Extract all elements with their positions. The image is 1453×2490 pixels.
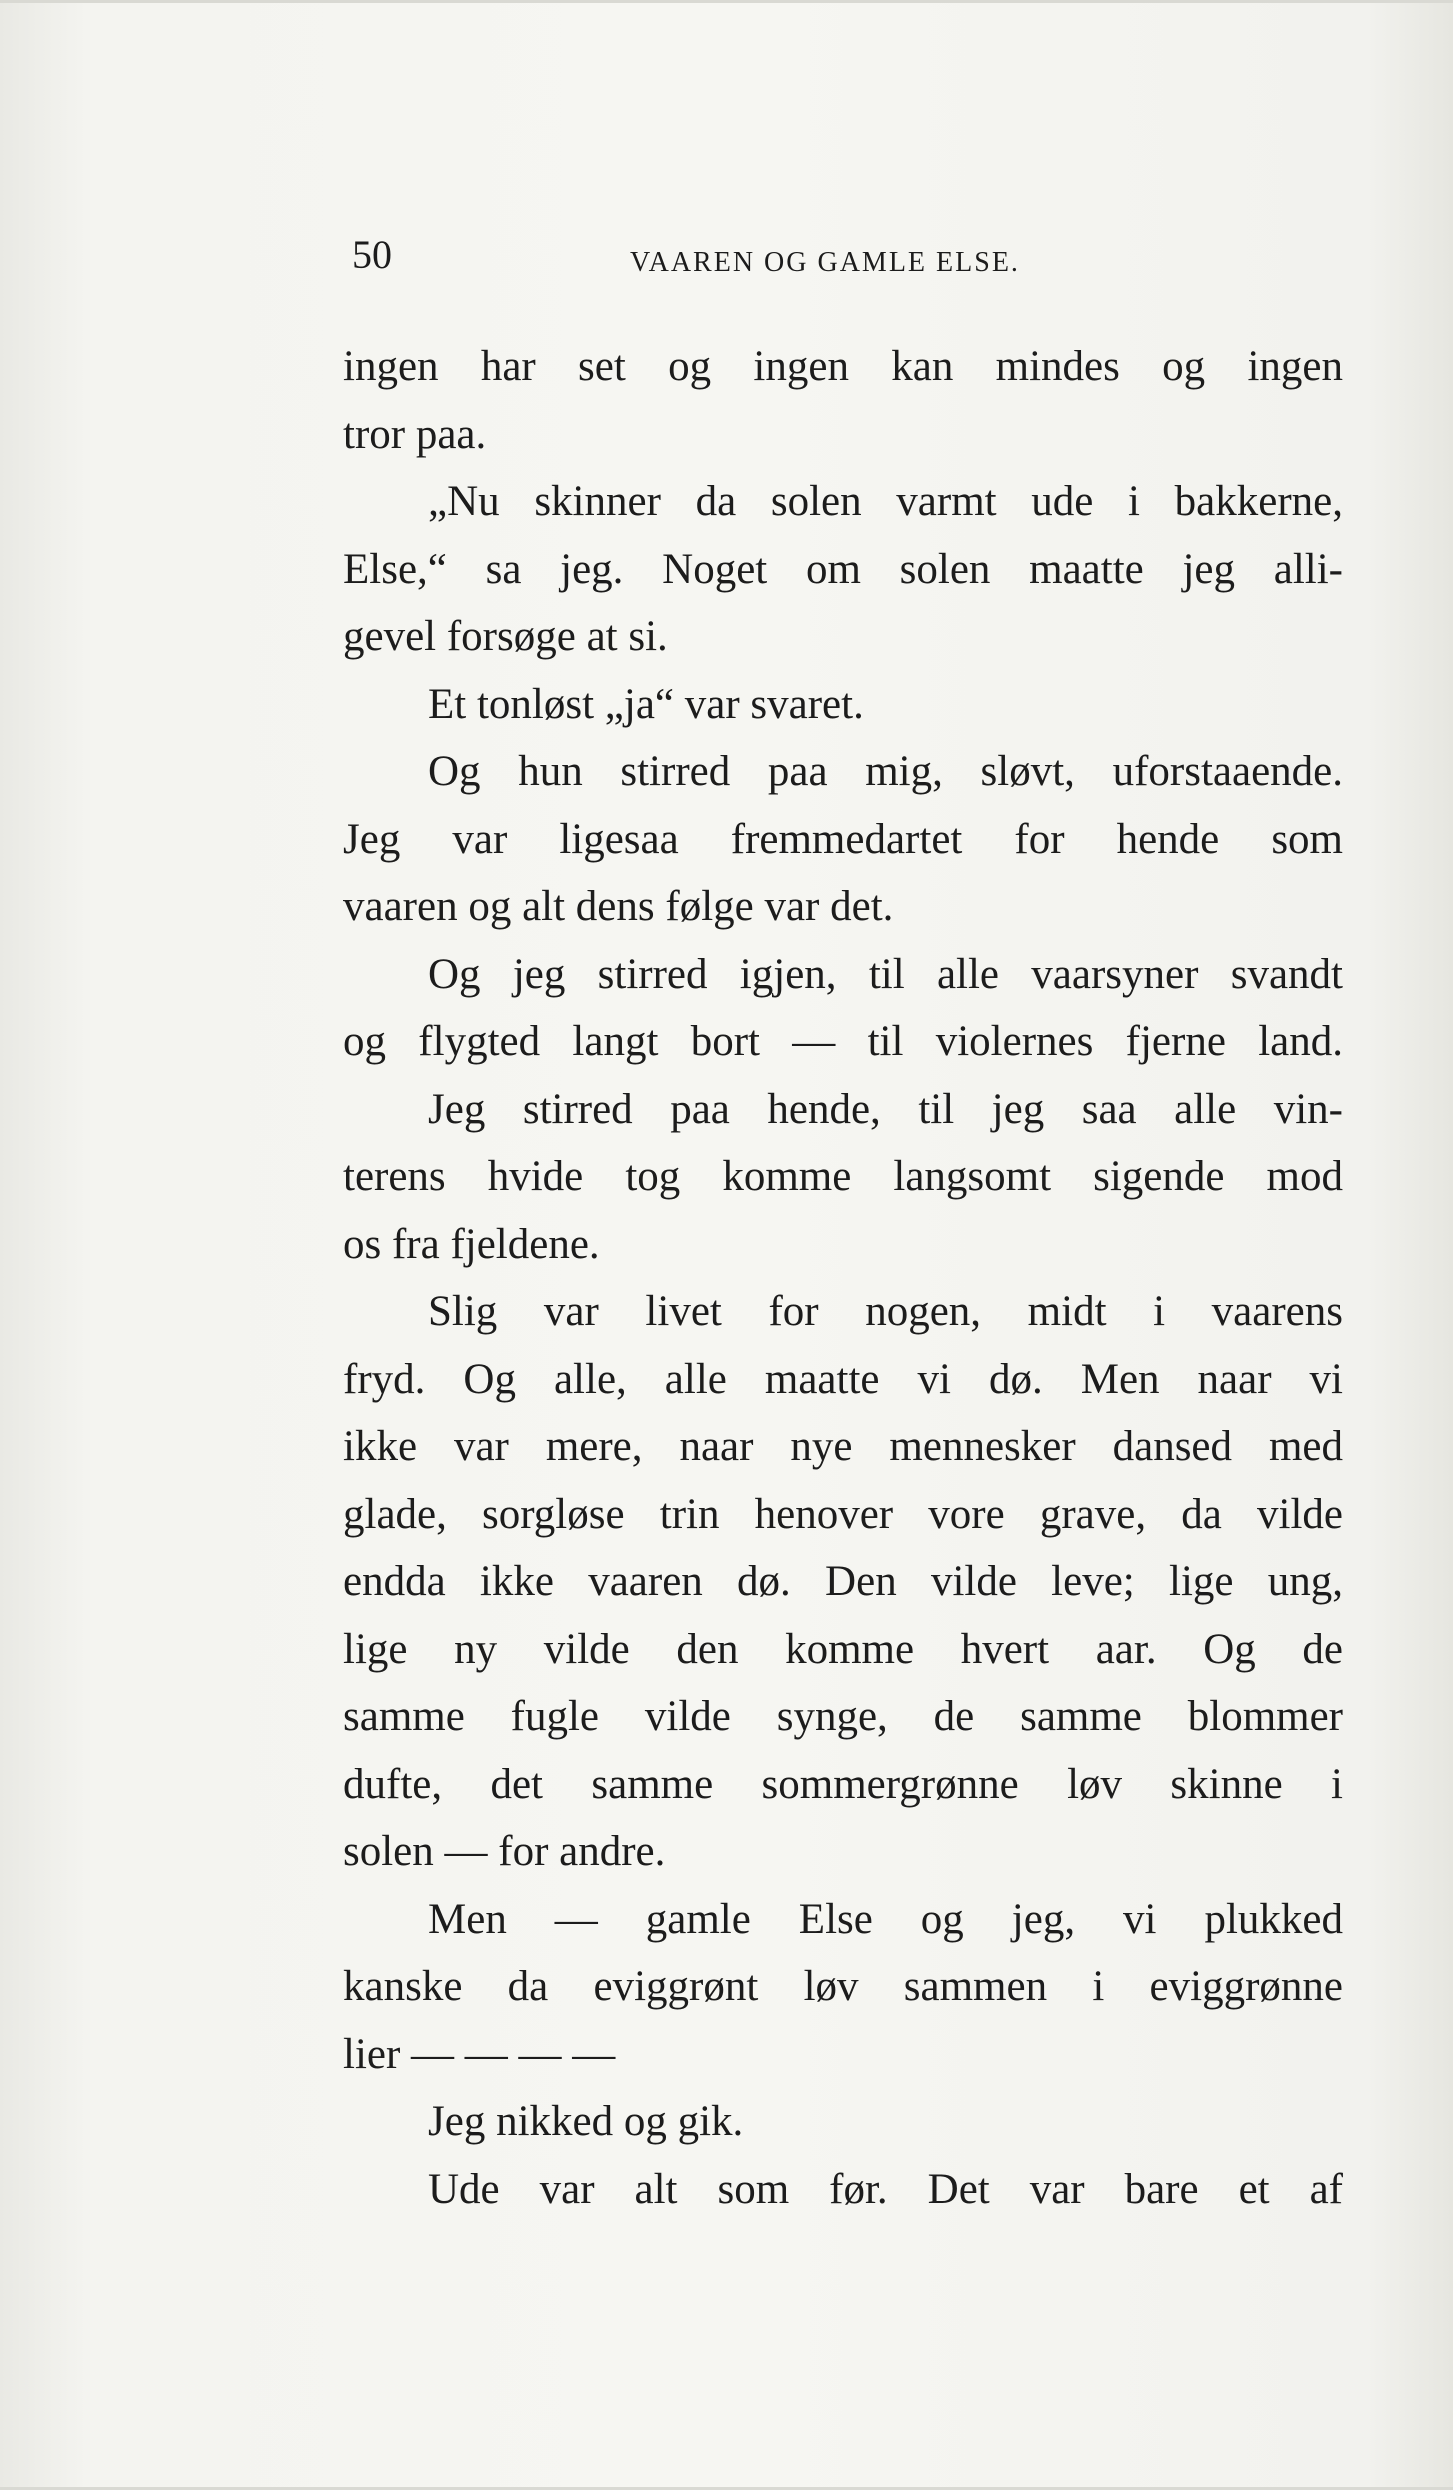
text-line: Jeg nikked og gik. [428, 2098, 744, 2145]
text-line: Et tonløst „ja“ var svaret. [428, 680, 864, 728]
body-text [343, 333, 1343, 2223]
text-line: gevel forsøge at si. [343, 613, 668, 660]
text-line: samme fugle vilde synge, de samme blommer [343, 1693, 1343, 1740]
text-line: glade, sorgløse trin henover vore grave, da vilde [343, 1490, 1343, 1538]
text-line: og flygted langt bort — til violernes fjerne land. [343, 1018, 1343, 1065]
text-line: Men — gamle Else og jeg, vi plukked [428, 1895, 1343, 1943]
text-line: Jeg stirred paa hende, til jeg saa alle vin- [428, 1085, 1343, 1133]
text-line: ingen har set og ingen kan mindes og ingen [343, 343, 1343, 390]
page-header [352, 231, 1352, 291]
text-line: solen — for andre. [343, 1828, 666, 1875]
text-line: vaaren og alt dens følge var det. [343, 883, 894, 930]
text-line: Ude var alt som før. Det var bare et af [428, 2165, 1343, 2213]
text-line: endda ikke vaaren dø. Den vilde leve; lige ung, [343, 1558, 1343, 1605]
text-line: Og hun stirred paa mig, sløvt, uforstaaende. [428, 748, 1343, 795]
text-line: terens hvide tog komme langsomt sigende mod [343, 1153, 1343, 1200]
text-line: „Nu skinner da solen varmt ude i bakkerne, [428, 478, 1343, 525]
text-line: tror paa. [343, 410, 487, 458]
page-number: 50 [352, 232, 392, 277]
text-line: dufte, det samme sommergrønne løv skinne i [343, 1760, 1343, 1808]
text-line: ikke var mere, naar nye mennesker dansed med [343, 1423, 1343, 1470]
text-line: Slig var livet for nogen, midt i vaarens [428, 1288, 1343, 1335]
text-line: Jeg var ligesaa fremmedartet for hende som [343, 815, 1343, 863]
text-line: Og jeg stirred igjen, til alle vaarsyner svandt [428, 950, 1343, 998]
text-line: Else,“ sa jeg. Noget om solen maatte jeg alli- [343, 545, 1343, 593]
text-line: lier — — — — [343, 2030, 616, 2078]
text-line: lige ny vilde den komme hvert aar. Og de [343, 1625, 1343, 1673]
text-line: kanske da eviggrønt løv sammen i eviggrønne [343, 1963, 1343, 2010]
running-head: VAAREN OG GAMLE ELSE. [630, 247, 1020, 278]
text-line: os fra fjeldene. [343, 1220, 600, 1268]
text-line: fryd. Og alle, alle maatte vi dø. Men naar vi [343, 1355, 1343, 1403]
